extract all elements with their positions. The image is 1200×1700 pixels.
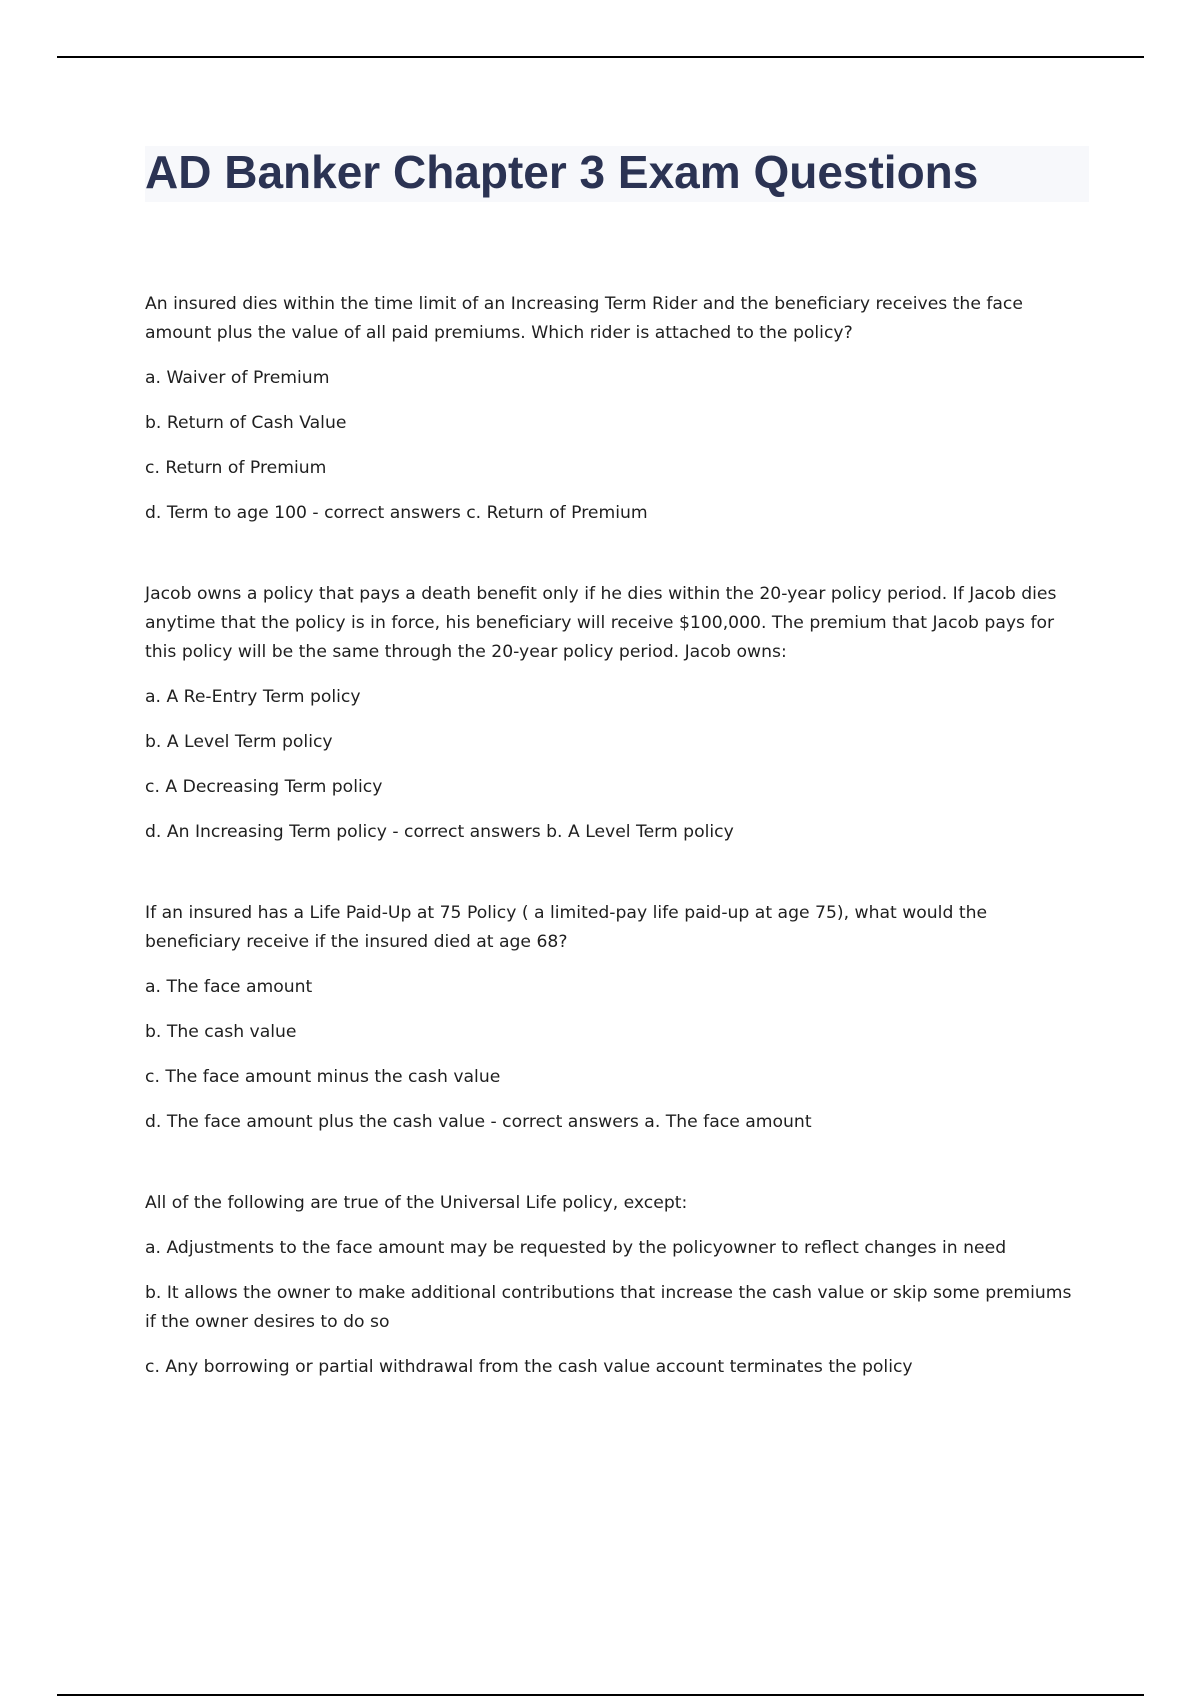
answer-option: b. A Level Term policy (145, 732, 333, 752)
question-4 (145, 1189, 1080, 1382)
top-rule (57, 56, 1144, 58)
bottom-rule (57, 1694, 1144, 1696)
answer-option: c. The face amount minus the cash value (145, 1067, 501, 1087)
answer-option: a. The face amount (145, 977, 313, 997)
answer-option: d. Term to age 100 - correct answers c. Return of Premium (145, 503, 648, 523)
answer-option: b. Return of Cash Value (145, 413, 347, 433)
answer-option: d. An Increasing Term policy - correct answers b. A Level Term policy (145, 822, 734, 842)
question-text: An insured dies within the time limit of an Increasing Term Rider and the beneficiary receives the face amount plus the value of all paid premiums. Which rider is attached to the policy? (145, 294, 1023, 343)
answer-option: d. The face amount plus the cash value - correct answers a. The face amount (145, 1112, 812, 1132)
page-title: AD Banker Chapter 3 Exam Questions (145, 146, 979, 198)
answer-option: b. The cash value (145, 1022, 297, 1042)
answer-option: a. A Re-Entry Term policy (145, 687, 361, 707)
question-text: All of the following are true of the Universal Life policy, except: (145, 1193, 688, 1213)
answer-option: a. Waiver of Premium (145, 368, 330, 388)
answer-option: c. Any borrowing or partial withdrawal from the cash value account terminates the policy (145, 1357, 913, 1377)
question-text: Jacob owns a policy that pays a death benefit only if he dies within the 20-year policy period. If Jacob dies anytime that the policy is in force, his beneficiary will receive $100,000. The premium that Jacob pays for this policy will be the same through the 20-year policy period. Jacob owns: (145, 584, 1057, 662)
question-3 (145, 899, 1080, 1137)
question-text: If an insured has a Life Paid-Up at 75 Policy ( a limited-pay life paid-up at age 75), what would the beneficiary receive if the insured died at age 68? (145, 903, 988, 952)
answer-option: a. Adjustments to the face amount may be requested by the policyowner to reflect changes in need (145, 1238, 1007, 1258)
question-2 (145, 580, 1080, 847)
answer-option: c. Return of Premium (145, 458, 327, 478)
answer-option: b. It allows the owner to make additional contributions that increase the cash value or skip some premiums if the owner desires to do so (145, 1283, 1072, 1332)
answer-option: c. A Decreasing Term policy (145, 777, 383, 797)
document-body (145, 290, 1080, 1434)
question-1 (145, 290, 1080, 528)
